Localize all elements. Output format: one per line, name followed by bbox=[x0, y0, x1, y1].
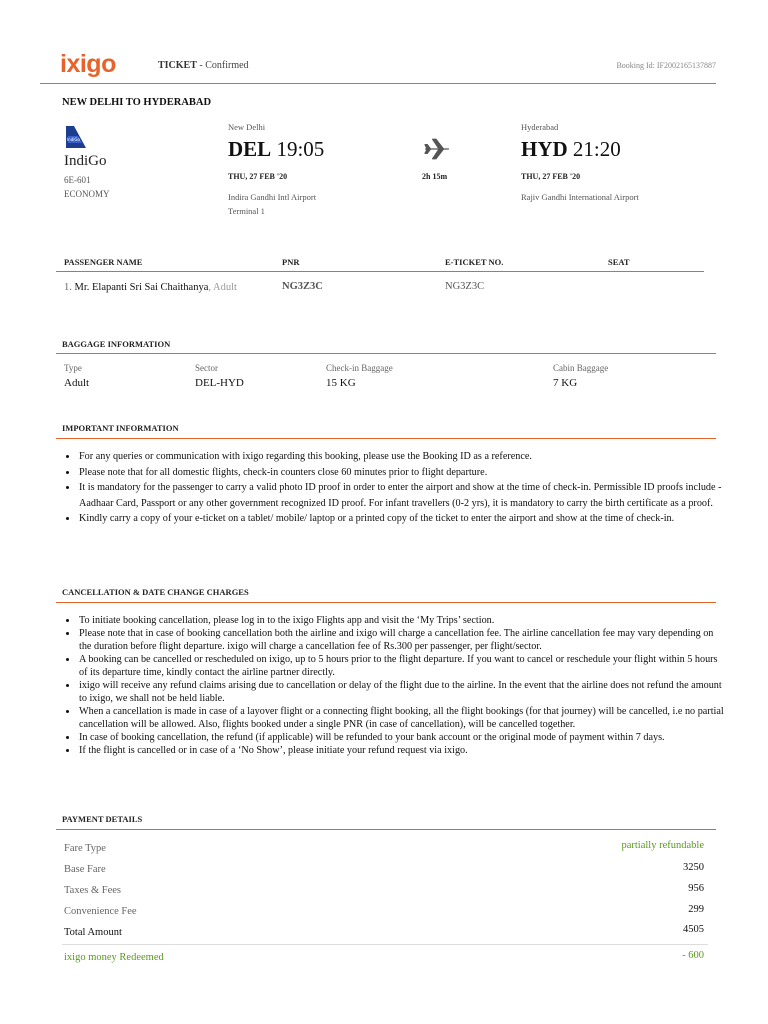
passenger-name: Mr. Elapanti Sri Sai Chaithanya bbox=[74, 282, 209, 293]
arrival-time: 21:20 bbox=[572, 137, 621, 161]
important-info-item: • Please note that for all domestic flights, check-in counters close 60 minutes prior to flight departure. bbox=[78, 465, 726, 481]
important-info-item: • It is mandatory for the passenger to carry a valid photo ID proof in order to enter the airport and show at the time of check-in. Permissible ID proofs include - Aadhaar Card, Passport or any other government recognized ID proof. For infant travellers (0-2 yrs), it is mandatory to carry the birth certificate as a proof. bbox=[78, 480, 726, 511]
base-fare-value: 3250 bbox=[683, 862, 704, 873]
baggage-sector-label: Sector bbox=[195, 363, 218, 373]
convenience-fee-label: Convenience Fee bbox=[64, 906, 137, 917]
airline-name: IndiGo bbox=[64, 153, 107, 169]
cancellation-list bbox=[64, 614, 726, 757]
cancellation-item: • To initiate booking cancellation, please log in to the ixigo Flights app and visit the ‘My Trips’ section. bbox=[78, 614, 726, 627]
ixigo-money-value: - 600 bbox=[682, 950, 704, 961]
passenger-type: , Adult bbox=[208, 282, 237, 293]
ticket-status bbox=[158, 60, 249, 71]
passenger-table-divider bbox=[56, 271, 704, 272]
arrival-code-time bbox=[521, 137, 621, 162]
ticket-status-text: - Confirmed bbox=[196, 60, 249, 71]
svg-text:IndiGo: IndiGo bbox=[67, 137, 80, 142]
booking-id: Booking Id: IF2002165137887 bbox=[616, 61, 716, 70]
cancellation-item: • If the flight is cancelled or in case of a ‘No Show’, please initiate your refund request via ixigo. bbox=[78, 744, 726, 757]
eticket-header: E-TICKET NO. bbox=[445, 257, 504, 267]
baggage-type-label: Type bbox=[64, 363, 82, 373]
header-divider bbox=[40, 83, 716, 84]
passenger-index: 1. bbox=[64, 282, 72, 293]
arrival-code: HYD bbox=[521, 137, 568, 161]
indigo-tail-logo-icon bbox=[64, 124, 86, 150]
departure-code-time bbox=[228, 137, 324, 162]
payment-divider bbox=[56, 829, 716, 830]
important-info-item: • For any queries or communication with ixigo regarding this booking, please use the Booking ID as a reference. bbox=[78, 449, 726, 465]
important-section-title: IMPORTANT INFORMATION bbox=[62, 423, 179, 433]
convenience-fee-value: 299 bbox=[688, 904, 704, 915]
seat-header: SEAT bbox=[608, 257, 630, 267]
payment-section-title: PAYMENT DETAILS bbox=[62, 814, 143, 824]
route-title: NEW DELHI TO HYDERABAD bbox=[62, 97, 212, 108]
cancellation-section-title: CANCELLATION & DATE CHANGE CHARGES bbox=[62, 587, 249, 597]
arrival-date: THU, 27 FEB '20 bbox=[521, 172, 581, 181]
taxes-value: 956 bbox=[688, 883, 704, 894]
ixigo-money-label: ixigo money Redeemed bbox=[64, 952, 164, 963]
pnr-header: PNR bbox=[282, 257, 300, 267]
cancellation-item: • When a cancellation is made in case of a layover flight or a connecting flight booking, all the flight bookings (for that journey) will be cancelled, i.e no partial cancellation will be allowed. Also, flights booked under a single PNR (in case of cancellation), will be cancelled together. bbox=[78, 705, 726, 731]
departure-airport: Indira Gandhi Intl Airport bbox=[228, 192, 317, 202]
ixigo-logo: ixigo bbox=[60, 50, 116, 78]
base-fare-label: Base Fare bbox=[64, 864, 106, 875]
important-info-list bbox=[64, 449, 726, 527]
passenger-name-header: PASSENGER NAME bbox=[64, 257, 143, 267]
departure-time: 19:05 bbox=[276, 137, 325, 161]
baggage-section-title: BAGGAGE INFORMATION bbox=[62, 339, 171, 349]
cancellation-item: • Please note that in case of booking cancellation both the airline and ixigo will charge a cancellation fee. The airline cancellation fee may vary depending on the duration before flight departure. ixigo will charge a cancellation fee of Rs.300 per passenger, per flight/sector. bbox=[78, 627, 726, 653]
passenger-row bbox=[64, 282, 237, 293]
baggage-type-value: Adult bbox=[64, 377, 90, 389]
baggage-sector-value: DEL-HYD bbox=[195, 377, 244, 389]
baggage-checkin-label: Check-in Baggage bbox=[326, 363, 393, 373]
taxes-label: Taxes & Fees bbox=[64, 885, 122, 896]
passenger-eticket: NG3Z3C bbox=[445, 281, 485, 292]
flight-number: 6E-601 bbox=[64, 175, 91, 185]
baggage-checkin-value: 15 KG bbox=[326, 377, 356, 389]
cancellation-item: • ixigo will receive any refund claims arising due to cancellation or delay of the flight due to the airline. In the event that the airline does not refund the amount to ixigo, we shall not be held liable. bbox=[78, 679, 726, 705]
baggage-divider bbox=[56, 353, 716, 354]
flight-duration: 2h 15m bbox=[422, 172, 448, 181]
departure-terminal: Terminal 1 bbox=[228, 206, 265, 216]
total-amount-label: Total Amount bbox=[64, 927, 122, 938]
ticket-label: TICKET bbox=[158, 60, 197, 71]
baggage-cabin-value: 7 KG bbox=[553, 377, 578, 389]
important-info-item: • Kindly carry a copy of your e-ticket on a tablet/ mobile/ laptop or a printed copy of the ticket to enter the airport and show at the time of check-in. bbox=[78, 511, 726, 527]
arrival-airport: Rajiv Gandhi International Airport bbox=[521, 192, 639, 202]
cancellation-divider bbox=[56, 602, 716, 603]
departure-date: THU, 27 FEB '20 bbox=[228, 172, 288, 181]
fare-type-label: Fare Type bbox=[64, 843, 106, 854]
cabin-class: ECONOMY bbox=[64, 189, 110, 199]
arrival-city: Hyderabad bbox=[521, 122, 559, 132]
fare-type-value: partially refundable bbox=[621, 840, 704, 851]
passenger-pnr: NG3Z3C bbox=[282, 281, 323, 292]
baggage-cabin-label: Cabin Baggage bbox=[553, 363, 609, 373]
important-divider bbox=[56, 438, 716, 439]
total-amount-value: 4505 bbox=[683, 924, 704, 935]
cancellation-item: • A booking can be cancelled or rescheduled on ixigo, up to 5 hours prior to the flight departure. If you want to cancel or reschedule your flight within 5 hours of its departure time, kindly contact the airline partner directly. bbox=[78, 653, 726, 679]
departure-code: DEL bbox=[228, 137, 272, 161]
departure-city: New Delhi bbox=[228, 122, 266, 132]
payment-total-divider bbox=[62, 944, 708, 945]
cancellation-item: • In case of booking cancellation, the refund (if applicable) will be refunded to your bank account or the original mode of payment within 7 days. bbox=[78, 731, 726, 744]
airplane-icon bbox=[424, 138, 450, 160]
